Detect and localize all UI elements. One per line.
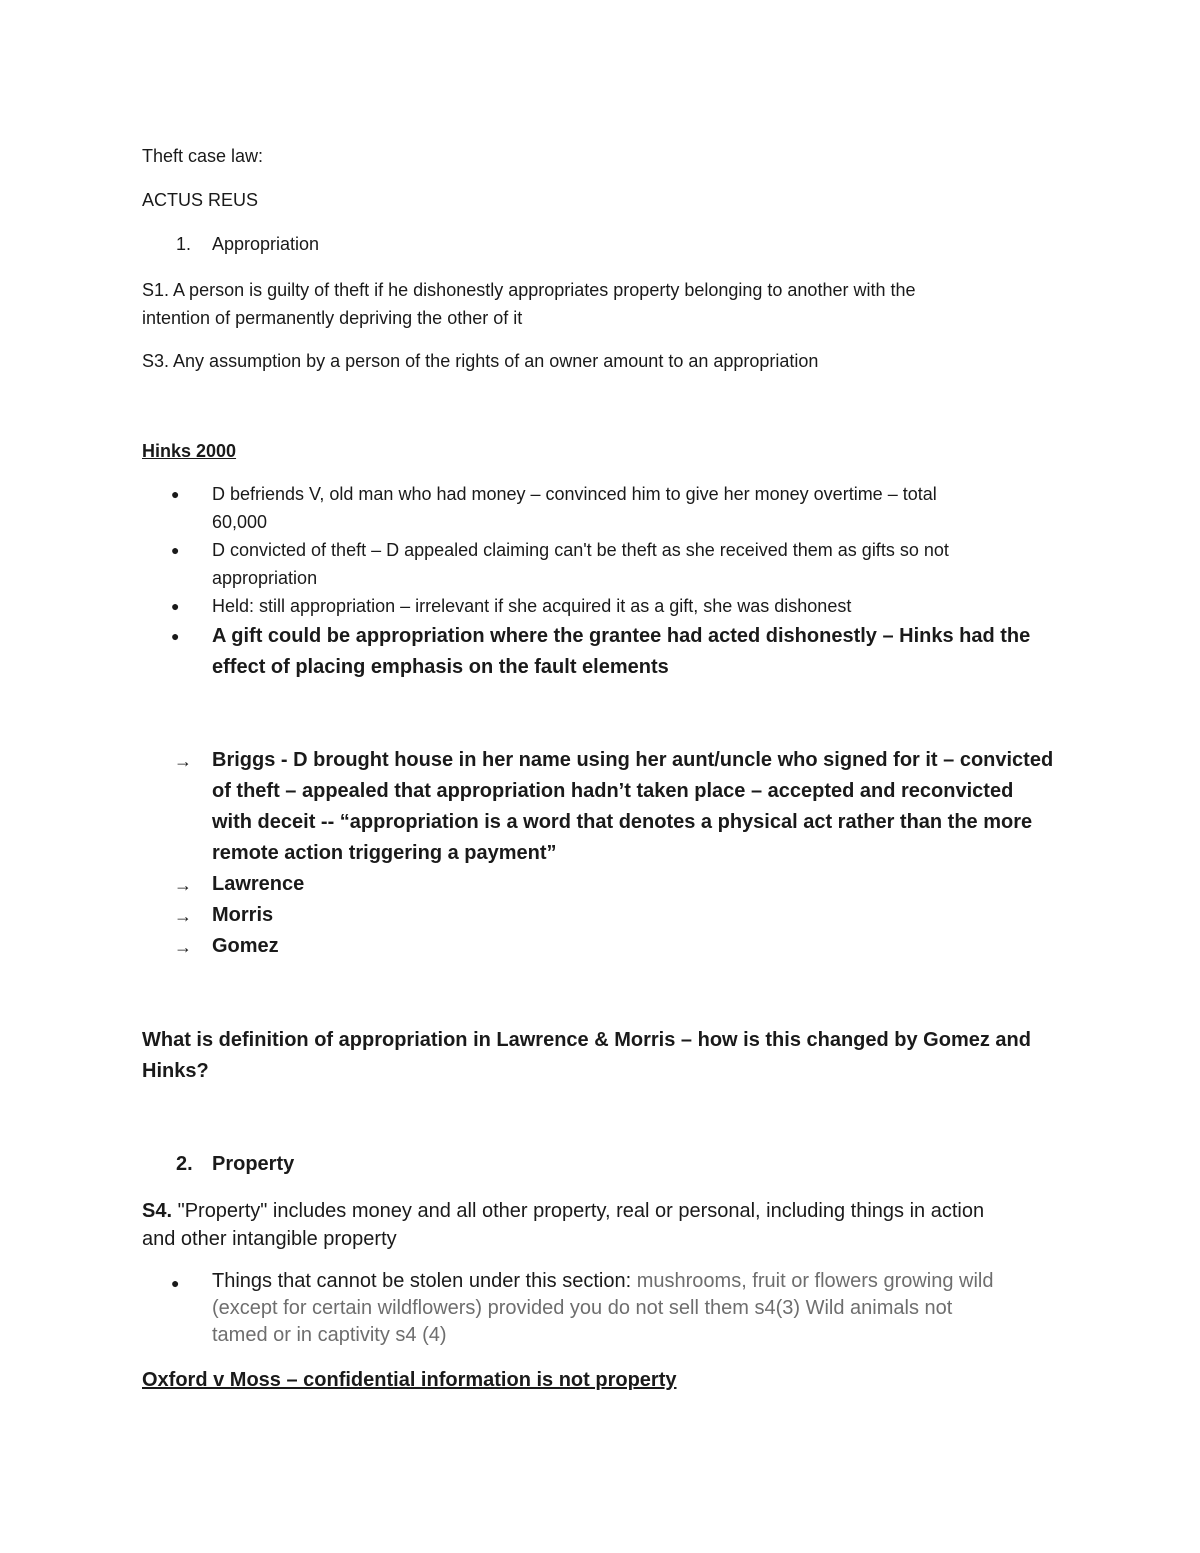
section-1-number: 1. [176,234,192,254]
s4-bullet-examples: mushrooms, fruit or flowers growing wild [636,1270,994,1292]
arrow-icon: → [174,751,192,771]
case-morris: Morris [212,904,274,926]
hinks-bullet-4-line-1: A gift could be appropriation where the grantee had acted dishonestly – Hinks had the [212,625,1031,647]
actus-reus-heading: ACTUS REUS [142,190,259,210]
briggs-line-4: remote action triggering a payment” [212,842,557,864]
arrow-icon: → [174,875,192,895]
case-lawrence: Lawrence [212,873,305,895]
bullet-icon: ● [171,628,180,644]
bullet-icon: ● [171,486,180,502]
hinks-bullet-2-line-1: D convicted of theft – D appealed claiming can't be theft as she received them as gifts so not [212,540,949,560]
section-2-label: Property [212,1153,295,1175]
bullet-icon: ● [171,598,180,614]
hinks-bullet-2-line-2: appropriation [212,568,318,588]
hinks-bullet-3-line-1: Held: still appropriation – irrelevant if she acquired it as a gift, she was dishonest [212,596,852,616]
case-gomez: Gomez [212,935,279,957]
arrow-icon: → [174,906,192,926]
hinks-heading: Hinks 2000 [142,441,237,461]
s1-label: S1. [142,280,170,300]
question-line-1: What is definition of appropriation in Lawrence & Morris – how is this changed by Gomez and [142,1029,1031,1051]
s3-text: Any assumption by a person of the rights of an owner amount to an appropriation [169,351,819,371]
briggs-line-3: with deceit -- “appropriation is a word that denotes a physical act rather than the more [212,811,1033,833]
hinks-bullet-4-line-2: effect of placing emphasis on the fault elements [212,656,669,678]
bullet-icon: ● [171,542,180,558]
bullet-icon: ● [171,1275,180,1291]
s4-line-1 [142,1200,984,1223]
s4-bullet-line-1 [212,1270,994,1293]
s1-line-1 [142,280,916,301]
section-1-label: Appropriation [212,234,320,254]
s4-text: "Property" includes money and all other property, real or personal, including things in action [172,1200,985,1222]
s4-bullet-line-2: (except for certain wildflowers) provided you do not sell them s4(3) Wild animals not [212,1297,953,1319]
s4-bullet-line-3: tamed or in captivity s4 (4) [212,1324,447,1346]
question-line-2: Hinks? [142,1060,209,1082]
s4-bullet-lead: Things that cannot be stolen under this section: [212,1270,637,1292]
briggs-line-2: of theft – appealed that appropriation hadn’t taken place – accepted and reconvicted [212,780,1014,802]
section-2-number: 2. [176,1153,193,1175]
arrow-icon: → [174,937,192,957]
document-title: Theft case law: [142,146,264,166]
s3-label: S3. [142,351,170,371]
oxford-v-moss-heading: Oxford v Moss – confidential information is not property [142,1369,677,1391]
s1-text: A person is guilty of theft if he dishonestly appropriates property belonging to another with the [169,280,916,300]
s4-label: S4. [142,1200,173,1222]
hinks-bullet-1-line-2: 60,000 [212,512,268,532]
s4-line-2: and other intangible property [142,1228,397,1250]
s1-line-2: intention of permanently depriving the other of it [142,308,523,328]
hinks-bullet-1-line-1: D befriends V, old man who had money – convinced him to give her money overtime – total [212,484,937,504]
briggs-line-1: Briggs - D brought house in her name using her aunt/uncle who signed for it – convicted [212,749,1054,771]
s3-paragraph [142,351,818,372]
